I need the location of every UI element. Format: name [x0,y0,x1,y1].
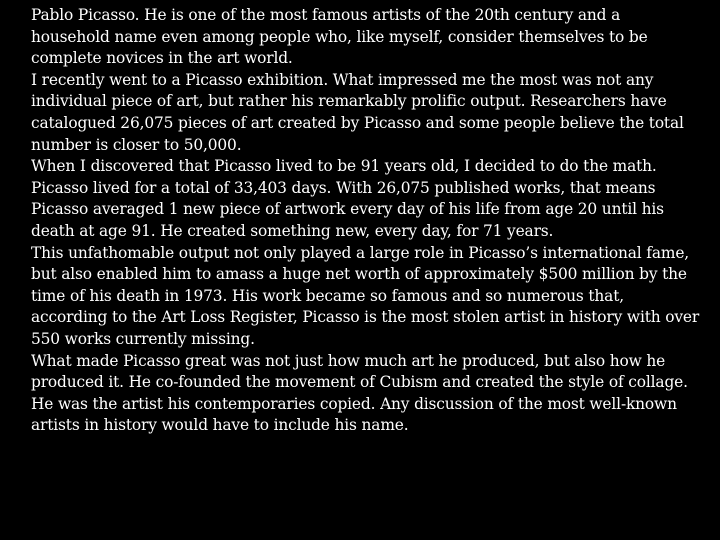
paragraph-greatness: What made Picasso great was not just how much art he produced, but also how he produced it. He co-founded the movement of Cubism and created the style of collage. He was the artist his contemporaries copied. Any discussion of the most well-known artists in history would have to include his name. [31,351,688,435]
paragraph-fame: This unfathomable output not only played a large role in Picasso’s international fame, but also enabled him to amass a huge net worth of approximately $500 million by the time of his death in 1973. His work became so famous and so numerous that, according to the Art Loss Register, Picasso is the most stolen artist in history with over 550 works currently missing. [31,243,700,348]
paragraph-intro: Pablo Picasso. He is one of the most famous artists of the 20th century and a household name even among people who, like myself, consider themselves to be complete novices in the art world. [31,6,648,68]
paragraph-math: When I discovered that Picasso lived to be 91 years old, I decided to do the math. Picasso lived for a total of 33,403 days. With 26,075 published works, that means Picasso averaged 1 new piece of artwork every day of his life from age 20 until his death at age 91. He created something new, every day, for 71 years. [31,157,664,240]
paragraph-exhibition: I recently went to a Picasso exhibition. What impressed me the most was not any individual piece of art, but rather his remarkably prolific output. Researchers have catalogued 26,075 pieces of art created by Picasso and some people believe the total number is closer to 50,000. [31,70,684,154]
body-text [31,5,701,437]
